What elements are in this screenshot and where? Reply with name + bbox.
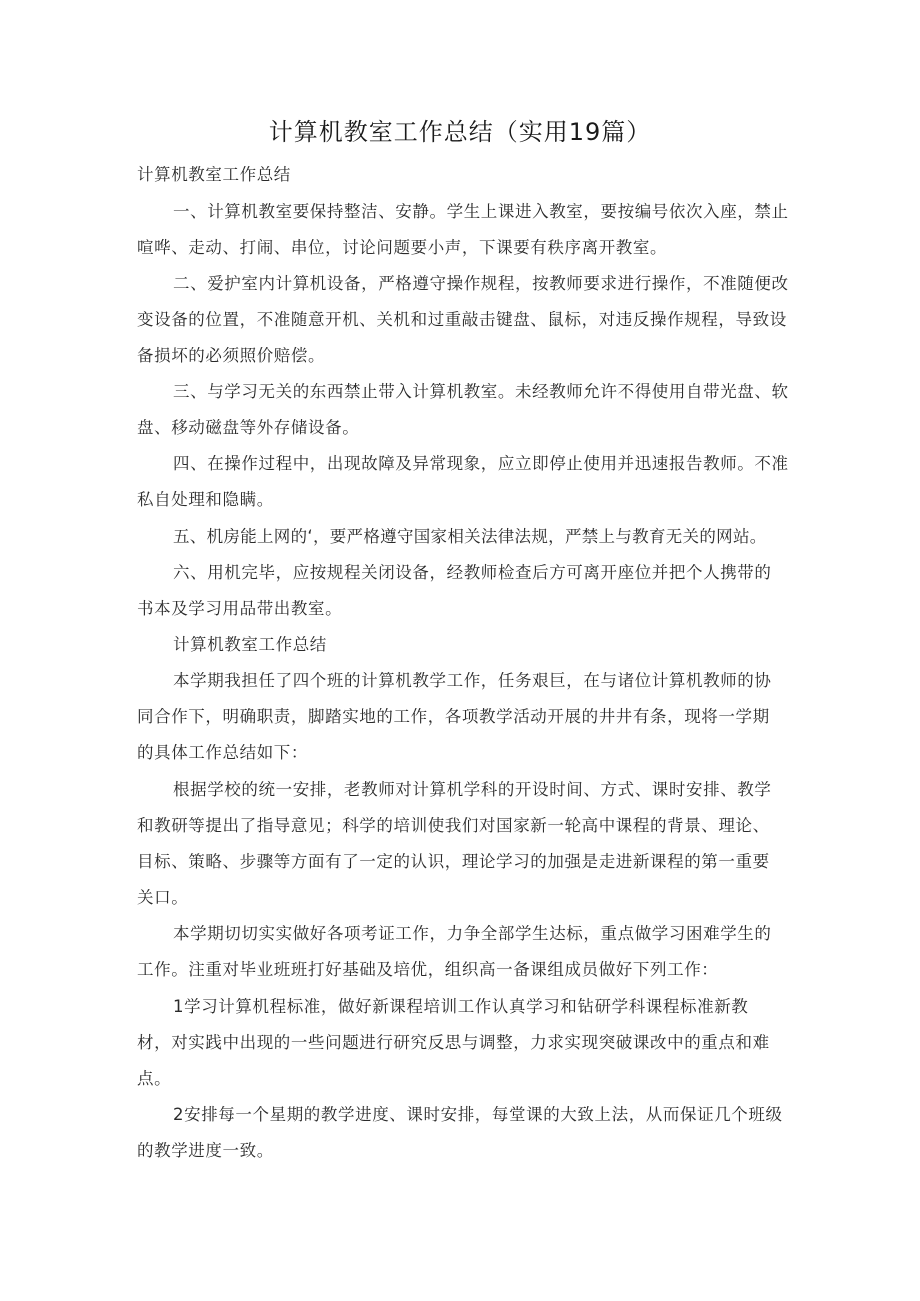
paragraph-line: 和教研等提出了指导意见；科学的培训使我们对国家新一轮高中课程的背景、理论、 bbox=[137, 816, 770, 835]
paragraph-line: 二、爱护室内计算机设备，严格遵守操作规程，按教师要求进行操作，不准随便改 bbox=[173, 274, 789, 293]
paragraph-line: 材，对实践中出现的一些问题进行研究反思与调整，力求实现突破课改中的重点和难 bbox=[137, 1033, 770, 1052]
paragraph-line: 四、在操作过程中，出现故障及异常现象，应立即停止使用并迅速报告教师。不准 bbox=[173, 454, 789, 473]
paragraph-line: 的具体工作总结如下： bbox=[137, 743, 308, 762]
paragraph-line: 点。 bbox=[137, 1069, 172, 1088]
paragraph-line: 五、机房能上网的‘，要严格遵守国家相关法律法规，严禁上与教育无关的网站。 bbox=[173, 527, 767, 546]
section-heading: 计算机教室工作总结 bbox=[137, 165, 291, 184]
paragraph-line: 备损坏的必须照价赔偿。 bbox=[137, 346, 326, 365]
paragraph-line: 变设备的位置，不准随意开机、关机和过重敲击键盘、鼠标，对违反操作规程，导致设 bbox=[137, 310, 787, 329]
paragraph-line: 喧哗、走动、打闹、串位，讨论问题要小声，下课要有秩序离开教室。 bbox=[137, 238, 668, 257]
paragraph-line: 根据学校的统一安排，老教师对计算机学科的开设时间、方式、课时安排、教学 bbox=[173, 780, 772, 799]
paragraph-line: 2安排每一个星期的教学进度、课时安排，每堂课的大致上法，从而保证几个班级 bbox=[173, 1105, 783, 1124]
paragraph-line: 盘、移动磁盘等外存储设备。 bbox=[137, 418, 360, 437]
paragraph-line: 一、计算机教室要保持整洁、安静。学生上课进入教室，要按编号依次入座，禁止 bbox=[173, 202, 789, 221]
paragraph-line: 本学期切切实实做好各项考证工作，力争全部学生达标，重点做学习困难学生的 bbox=[173, 924, 772, 943]
paragraph-line: 的教学进度一致。 bbox=[137, 1141, 274, 1160]
paragraph-line: 1学习计算机程标准，做好新课程培训工作认真学习和钻研学科课程标准新教 bbox=[173, 997, 749, 1016]
paragraph-line: 三、与学习无关的东西禁止带入计算机教室。未经教师允许不得使用自带光盘、软 bbox=[173, 382, 789, 401]
paragraph-line: 同合作下，明确职责，脚踏实地的工作，各项教学活动开展的井井有条，现将一学期 bbox=[137, 707, 770, 726]
paragraph-line: 工作。注重对毕业班班打好基础及培优，组织高一备课组成员做好下列工作： bbox=[137, 960, 719, 979]
paragraph-line: 关口。 bbox=[137, 888, 189, 907]
paragraph-line: 本学期我担任了四个班的计算机教学工作，任务艰巨，在与诸位计算机教师的协 bbox=[173, 671, 772, 690]
paragraph-line: 六、用机完毕，应按规程关闭设备，经教师检查后方可离开座位并把个人携带的 bbox=[173, 563, 772, 582]
section-heading: 计算机教室工作总结 bbox=[173, 635, 327, 654]
paragraph-line: 目标、策略、步骤等方面有了一定的认识，理论学习的加强是走进新课程的第一重要 bbox=[137, 852, 770, 871]
paragraph-line: 书本及学习用品带出教室。 bbox=[137, 599, 343, 618]
document-title: 计算机教室工作总结（实用19篇） bbox=[268, 118, 652, 146]
paragraph-line: 私自处理和隐瞒。 bbox=[137, 490, 274, 509]
